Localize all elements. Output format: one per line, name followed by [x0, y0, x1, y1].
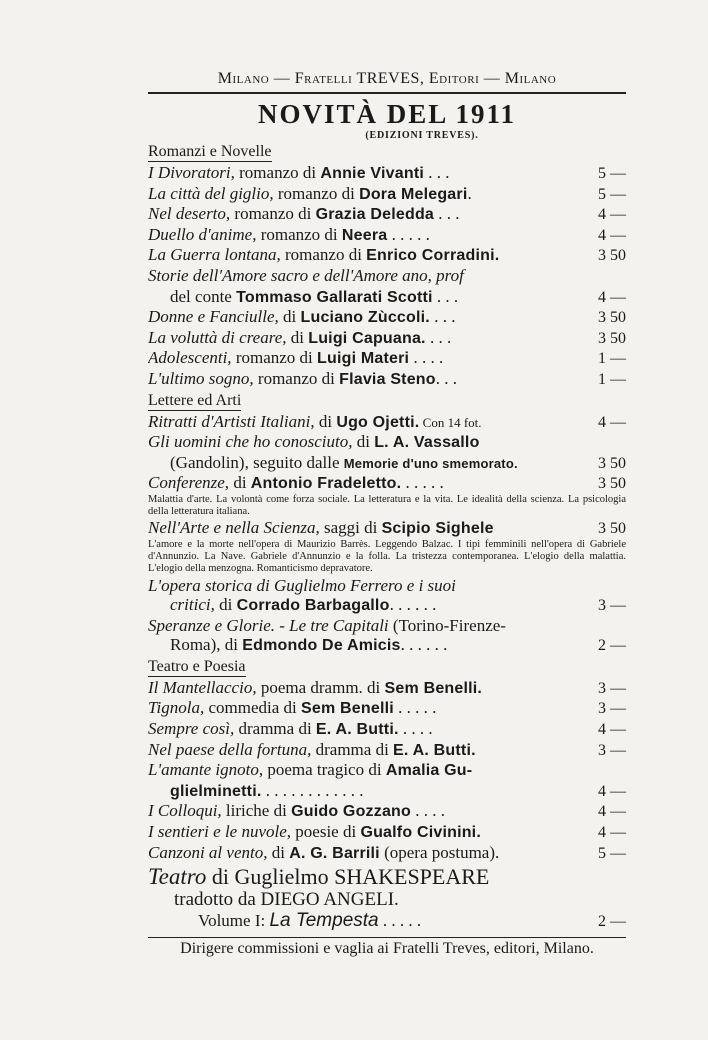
book-connector: romanzo di [253, 368, 340, 388]
list-item [148, 740, 626, 761]
book-connector: (Gandolin), seguito dalle [170, 452, 344, 472]
teatro-list [148, 678, 626, 863]
leader-dots: . . . [432, 286, 459, 306]
volume-label: Volume I: [198, 911, 270, 931]
book-title: I Colloqui, [148, 801, 222, 821]
book-connector: di [267, 842, 290, 862]
book-author: Neera [341, 226, 388, 244]
book-title: Sempre così, [148, 719, 235, 739]
book-title: La città del giglio, [148, 183, 274, 203]
book-price: 3 50 [598, 520, 626, 538]
leader-dots: . . . [435, 368, 458, 388]
leader-dots: . . . [425, 327, 452, 347]
book-connector: romanzo di [231, 348, 318, 368]
shakespeare-author: di Guglielmo SHAKESPEARE [206, 864, 490, 890]
book-price: 2 — [598, 913, 626, 931]
list-item [148, 432, 626, 453]
book-connector: poema dramm. di [256, 677, 385, 697]
page-title: NOVITÀ DEL 1911 [257, 99, 517, 129]
book-price: 3 — [598, 597, 626, 615]
book-price: 3 50 [598, 454, 626, 472]
book-author: E. A. Butti. [393, 741, 476, 759]
list-item [148, 412, 626, 433]
book-connector: romanzo di [230, 204, 316, 224]
book-title: Il Mantellaccio, [148, 677, 257, 697]
book-connector: romanzo di [256, 224, 342, 244]
book-connector: di [314, 411, 337, 431]
leader-dots: . . . . . [393, 698, 437, 718]
book-author: Gualfo Civinini. [360, 824, 481, 842]
list-item [148, 184, 626, 205]
book-price: 3 — [598, 679, 626, 697]
book-author: Amalia Gu- [385, 762, 473, 780]
list-item [148, 163, 626, 184]
book-title: Donne e Fanciulle, [148, 307, 279, 327]
leader-dots: . . . . . . [389, 595, 437, 615]
shakespeare-title: Teatro [148, 864, 207, 890]
leader-dots: . . . . . [387, 224, 430, 244]
book-title: Canzoni al vento, [148, 842, 268, 862]
leader-dots: . . . . . . [400, 635, 448, 655]
book-author: A. G. Barrili [289, 844, 380, 862]
book-price: 3 50 [598, 247, 626, 265]
book-connector: saggi di [319, 518, 382, 538]
book-connector: di [214, 595, 237, 615]
book-connector: Roma), di [170, 635, 243, 655]
section-teatro: Teatro e Poesia [148, 657, 246, 675]
catalog-page [148, 70, 626, 958]
publisher-header: Milano — Fratelli TREVES, Editori — Milano [217, 70, 557, 87]
leader-dots: . . . . . [378, 911, 422, 931]
book-price: 4 — [598, 226, 626, 244]
list-item [148, 822, 626, 843]
leader-dots: . . . . [398, 719, 433, 739]
book-price: 3 — [598, 700, 626, 718]
list-item [148, 719, 626, 740]
leader-dots: . . . [424, 163, 450, 182]
book-author: Enrico Corradini. [366, 247, 500, 265]
leader-dots: . . . [429, 307, 456, 327]
book-price: 4 — [598, 288, 626, 306]
book-connector: romanzo di [280, 245, 367, 265]
book-author: Flavia Steno [339, 370, 436, 388]
book-author: Dora Melegari [359, 185, 468, 203]
volume-title: La Tempesta [269, 911, 379, 931]
list-item [148, 801, 626, 822]
book-title: Gli uomini che ho conosciuto, [148, 432, 353, 452]
list-item [148, 245, 626, 266]
list-item [148, 911, 626, 932]
book-price: 2 — [598, 637, 626, 655]
shakespeare-translator: tradotto da DIEGO ANGELI. [174, 889, 399, 911]
footer-note: Dirigere commissioni e vaglia ai Fratelli Treves, editori, Milano. [180, 939, 594, 957]
list-item [148, 204, 626, 225]
book-author: Guido Gozzano [291, 803, 411, 821]
list-item [148, 307, 626, 328]
book-price: 5 — [598, 844, 626, 862]
list-item [148, 843, 626, 864]
book-title: Nel deserto, [148, 204, 231, 224]
list-item [148, 328, 626, 349]
book-connector: di [278, 307, 301, 327]
list-item [148, 225, 626, 246]
book-connector: liriche di [221, 801, 292, 821]
book-author: Annie Vivanti [320, 165, 425, 182]
book-connector: di [229, 473, 251, 493]
book-title: L'amante ignoto, [148, 760, 264, 780]
book-price: 3 50 [598, 309, 626, 327]
book-price: 4 — [598, 721, 626, 739]
book-connector: romanzo di [234, 163, 321, 182]
page-subtitle: (EDIZIONI TREVES). [365, 130, 479, 141]
book-author: Grazia Deledda [315, 206, 435, 224]
book-extra: Memorie d'uno smemorato. [343, 455, 518, 471]
book-connector: di [286, 327, 309, 347]
book-price: 5 — [598, 165, 626, 182]
book-extra: Con 14 fot. [419, 414, 482, 430]
shakespeare-heading [148, 865, 626, 889]
book-title: Adolescenti, [148, 348, 232, 368]
book-contents-note: L'amore e la morte nell'opera di Maurizio Barrès. Leggendo Balzac. I tipi femminili nell'opera di Gabriele d'Annunzio. La Nave. Gabriele d'Annunzio e la folla. La tristezza contemporanea. L'elogio della malattia. L'elogio della menzogna. Romanticismo depravatore. [148, 538, 626, 575]
leader-dots: . . . [434, 204, 460, 224]
leader-dots: . . . . . . . . . . . . [261, 780, 364, 800]
leader-dots: (opera postuma). [379, 842, 500, 862]
book-connector: dramma di [311, 739, 394, 759]
book-author: Antonio Fradeletto. [250, 475, 402, 493]
book-title: I Divoratori, [148, 163, 235, 182]
book-price: 1 — [598, 370, 626, 388]
list-item [148, 760, 626, 781]
book-title: Conferenze, [148, 473, 230, 493]
book-connector: del conte [170, 286, 237, 306]
book-connector: di [352, 432, 375, 452]
list-item [148, 348, 626, 369]
book-extra: (Torino-Firenze- [388, 615, 506, 635]
book-author: Edmondo De Amicis [242, 637, 401, 655]
section-lettere: Lettere ed Arti [148, 391, 242, 409]
header-rule [148, 92, 626, 94]
footer-rule [148, 937, 626, 938]
book-title: Storie dell'Amore sacro e dell'Amore ano, prof [148, 265, 464, 285]
book-title: Ritratti d'Artisti Italiani, [148, 411, 315, 431]
book-title: Nel paese della fortuna, [148, 739, 312, 759]
book-price: 4 — [598, 206, 626, 224]
leader-dots: . . . . [411, 801, 445, 821]
book-author: L. A. Vassallo [374, 434, 480, 452]
book-price: 3 50 [598, 329, 626, 347]
list-item [148, 287, 626, 308]
book-price: 3 50 [598, 475, 626, 493]
book-price: 5 — [598, 185, 626, 203]
book-title: L'ultimo sogno, [148, 368, 254, 388]
book-author: E. A. Butti. [315, 721, 399, 739]
book-author: Scipio Sighele [381, 520, 494, 538]
leader-dots: . . . . [409, 348, 444, 368]
book-author: Sem Benelli [301, 700, 394, 718]
leader-dots: . . . . . [401, 473, 444, 493]
romanzi-list [148, 163, 626, 390]
book-title: I sentieri e le nuvole, [148, 822, 292, 842]
book-author: Ugo Ojetti. [336, 413, 420, 431]
book-connector: commedia di [204, 698, 301, 718]
book-title: La voluttà di creare, [148, 327, 287, 347]
book-title: La Guerra lontana, [148, 245, 281, 265]
list-item [148, 678, 626, 699]
book-title: L'opera storica di Guglielmo Ferrero e i suoi [148, 575, 456, 595]
list-item [148, 616, 626, 636]
list-item [148, 698, 626, 719]
list-item [148, 576, 626, 596]
book-title: Tignola, [148, 698, 205, 718]
book-title: Duello d'anime, [148, 224, 257, 244]
book-price: 1 — [598, 350, 626, 368]
book-author: Luciano Zùccoli. [300, 309, 430, 327]
list-item [148, 369, 626, 390]
list-item [148, 473, 626, 494]
list-item [148, 266, 626, 287]
leader-dots: . [467, 183, 472, 203]
section-romanzi: Romanzi e Novelle [148, 143, 272, 160]
book-price: 4 — [598, 413, 626, 431]
book-contents-note: Malattia d'arte. La volontà come forza sociale. La letteratura e la vita. Le idealità della scienza. La psicologia della letteratura italiana. [148, 493, 626, 518]
list-item [148, 781, 626, 802]
list-item [148, 595, 626, 616]
book-connector: poema tragico di [263, 760, 386, 780]
book-connector: poesie di [291, 822, 361, 842]
list-item [148, 453, 626, 474]
book-author: Luigi Materi [317, 350, 410, 368]
book-title: critici, [170, 595, 215, 615]
book-connector: dramma di [234, 719, 316, 739]
list-item [148, 518, 626, 539]
book-connector: romanzo di [273, 183, 360, 203]
book-title: Speranze e Glorie. - Le tre Capitali [148, 615, 389, 635]
book-price: 4 — [598, 803, 626, 821]
list-item [148, 635, 626, 656]
book-title: Nell'Arte e nella Scienza, [148, 518, 320, 538]
book-price: 4 — [598, 824, 626, 842]
book-price: 4 — [598, 782, 626, 800]
book-author: Corrado Barbagallo [236, 597, 390, 615]
book-price: 3 — [598, 741, 626, 759]
book-author: Luigi Capuana. [308, 329, 426, 347]
book-author: glielminetti. [170, 782, 262, 800]
book-author: Tommaso Gallarati Scotti [236, 288, 433, 306]
book-author: Sem Benelli. [384, 679, 483, 697]
